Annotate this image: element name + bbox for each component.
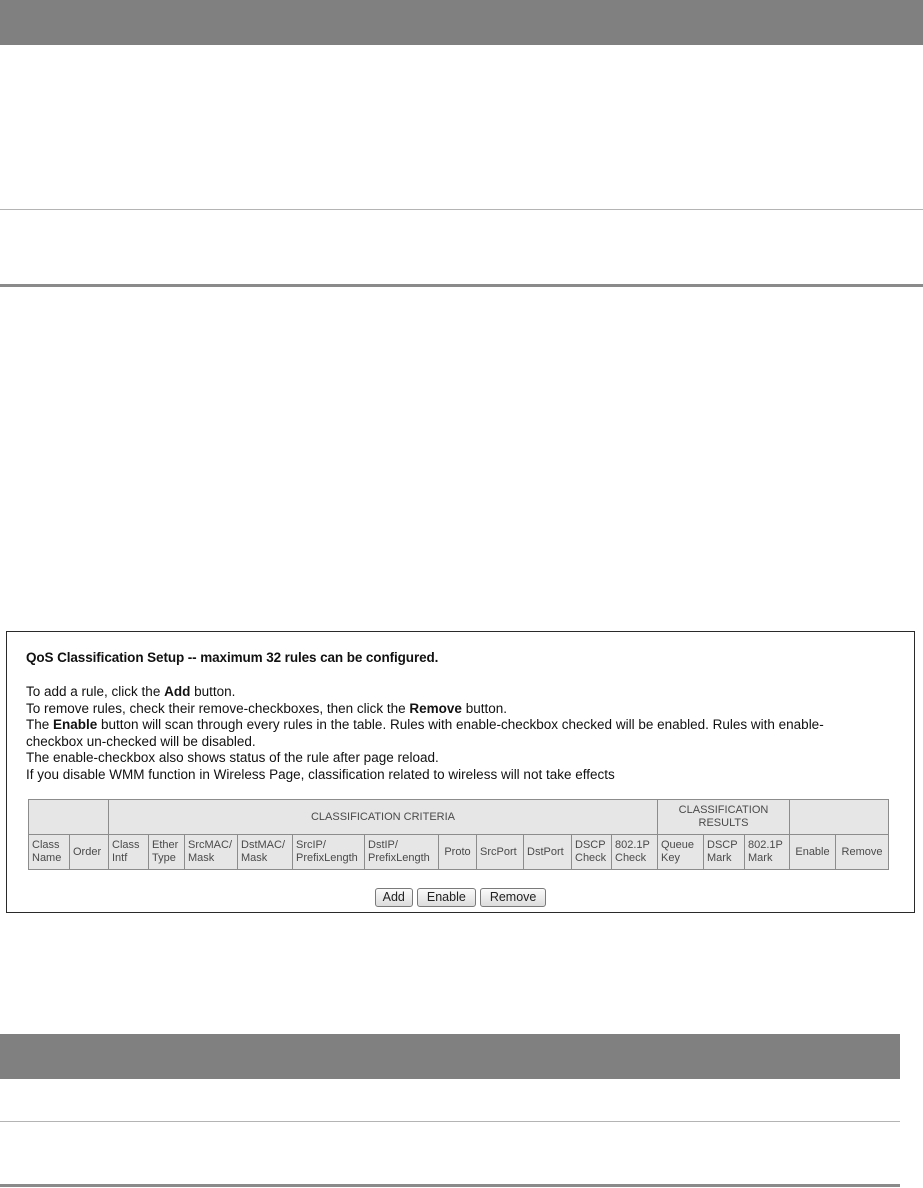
top-header-bar [0,0,923,45]
instruction-reload: The enable-checkbox also shows status of the rule after page reload. [26,750,439,766]
instruction-wmm: If you disable WMM function in Wireless Page, classification related to wireless will not take effects [26,766,615,782]
instruction-enable: The Enable button will scan through every rules in the table. Rules with enable-checkbox checked will be enabled. Rules with enable-checkbox un-checked will be disabled. [26,717,824,749]
column-header: 802.1P Mark [745,835,790,870]
column-header: SrcIP/ PrefixLength [293,835,365,870]
top-divider-thick [0,284,923,287]
group-header-results: CLASSIFICATION RESULTS [658,800,790,835]
remove-button[interactable]: Remove [480,888,547,907]
column-header: SrcPort [477,835,524,870]
instructions [26,684,826,784]
column-header: Remove [836,835,889,870]
instruction-add: To add a rule, click the Add button. [26,684,236,699]
table-group-header [29,800,889,835]
column-header: Queue Key [658,835,704,870]
column-header: Order [70,835,109,870]
column-header: DSCP Mark [704,835,745,870]
column-header: SrcMAC/ Mask [185,835,238,870]
column-header: DSCP Check [572,835,612,870]
column-header: DstPort [524,835,572,870]
column-header: Ether Type [149,835,185,870]
column-header: DstMAC/ Mask [238,835,293,870]
panel-title: QoS Classification Setup -- maximum 32 rules can be configured. [26,650,439,665]
top-divider-thin [0,209,923,210]
group-header-criteria: CLASSIFICATION CRITERIA [109,800,658,835]
column-header: DstIP/ PrefixLength [365,835,439,870]
column-header: Proto [439,835,477,870]
classification-rules-table [28,799,889,870]
bottom-divider-thin [0,1121,900,1122]
column-header: 802.1P Check [612,835,658,870]
bottom-header-bar [0,1034,900,1079]
column-header: Enable [790,835,836,870]
group-header-empty-left [29,800,109,835]
button-bar [7,888,914,907]
column-header: Class Intf [109,835,149,870]
column-header: Class Name [29,835,70,870]
add-button[interactable]: Add [375,888,413,907]
table-column-header [29,835,889,870]
bottom-divider-thick [0,1184,900,1187]
instruction-remove: To remove rules, check their remove-checkboxes, then click the Remove button. [26,700,507,716]
group-header-empty-right [790,800,889,835]
enable-button[interactable]: Enable [417,888,476,907]
qos-classification-panel [6,631,915,913]
